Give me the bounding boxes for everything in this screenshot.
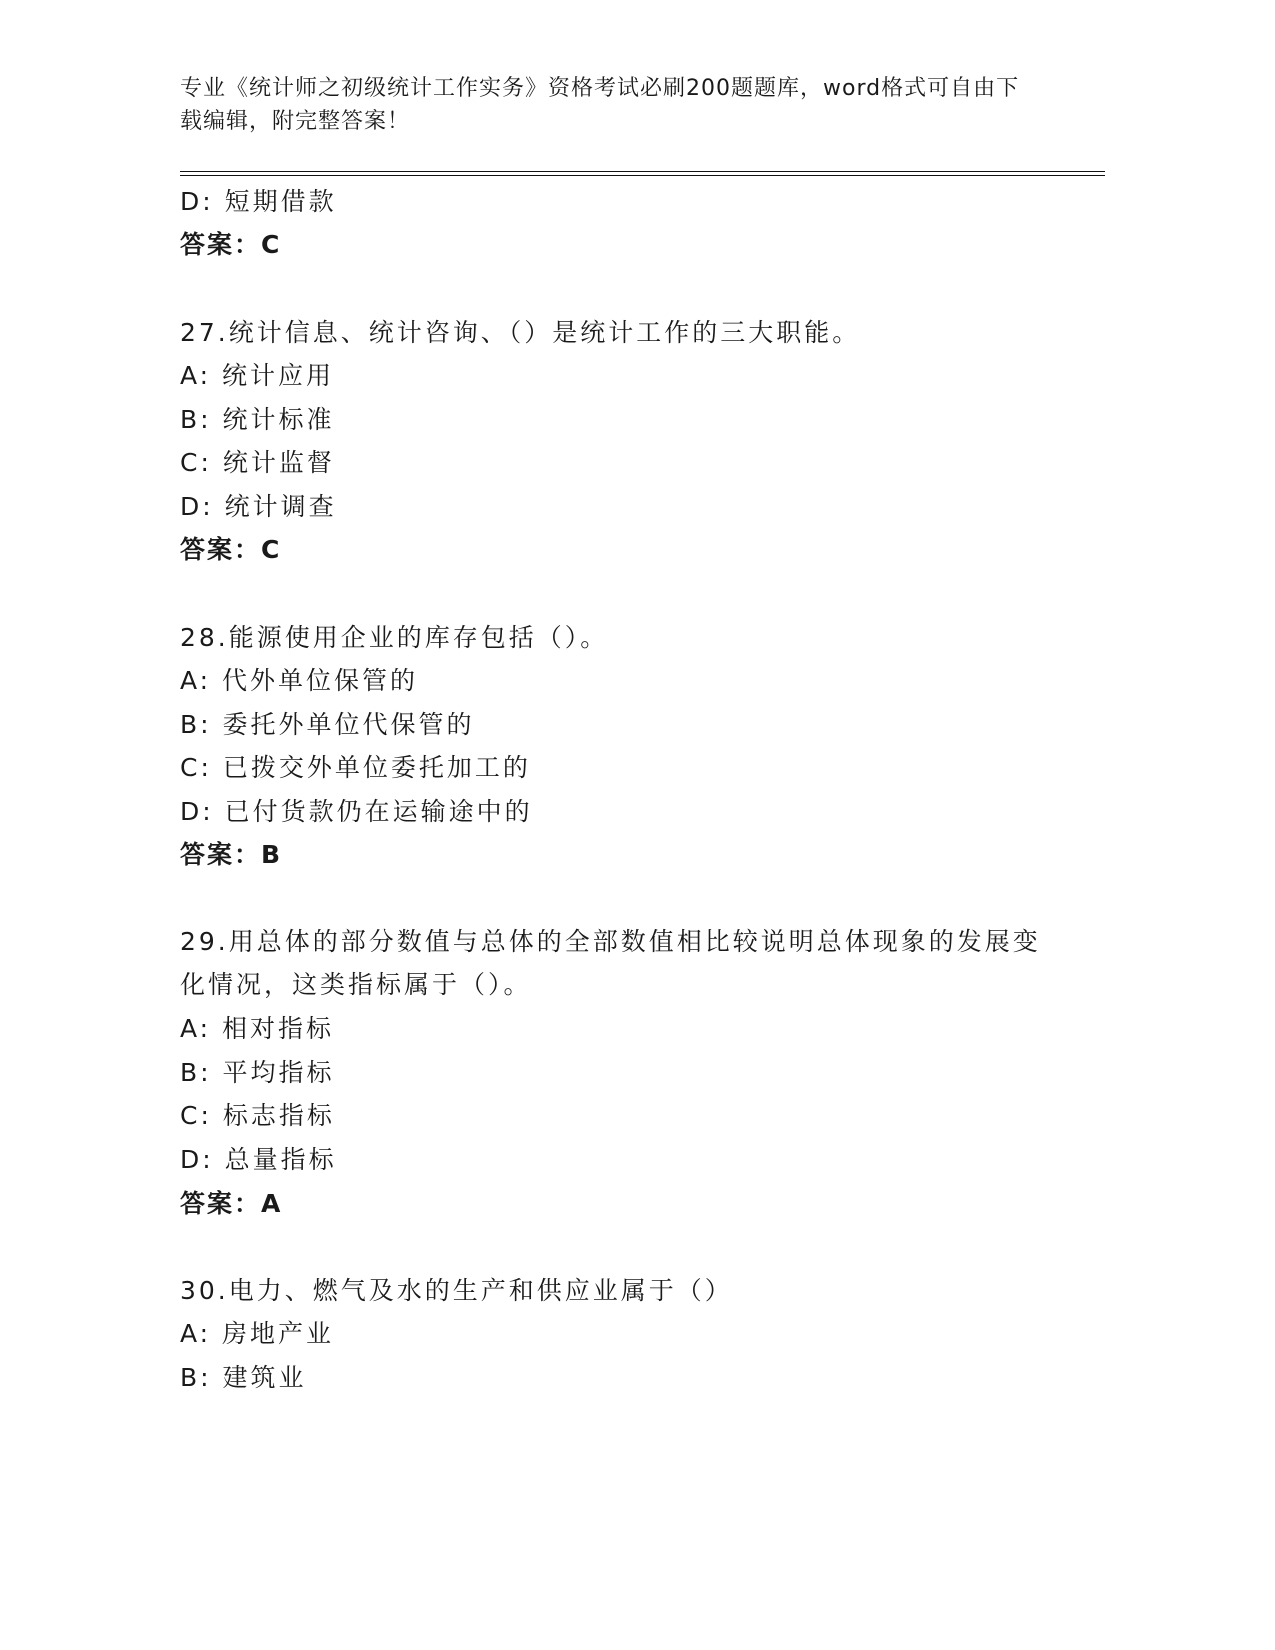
q29-question: 29.用总体的部分数值与总体的全部数值相比较说明总体现象的发展变化情况，这类指标属于（）。 xyxy=(180,927,1041,999)
q28-option-c: C: 已拨交外单位委托加工的 xyxy=(180,753,531,782)
q29-answer: 答案：A xyxy=(180,1189,283,1218)
header-divider xyxy=(180,171,1105,172)
prev-option-d: D: 短期借款 xyxy=(180,187,337,216)
q27-answer: 答案：C xyxy=(180,535,282,564)
q27-option-a: A: 统计应用 xyxy=(180,361,335,390)
document-header: 专业《统计师之初级统计工作实务》资格考试必刷200题题库，word格式可自由下载编辑，附完整答案！ xyxy=(180,76,1020,134)
q27-option-b: B: 统计标准 xyxy=(180,405,335,434)
header-divider-second xyxy=(180,175,1105,176)
q29-option-a: A: 相对指标 xyxy=(180,1014,335,1043)
q28-option-d: D: 已付货款仍在运输途中的 xyxy=(180,797,533,826)
prev-answer: 答案：C xyxy=(180,230,282,259)
q30-option-a: A: 房地产业 xyxy=(180,1319,335,1348)
q27-option-c: C: 统计监督 xyxy=(180,448,335,477)
q28-answer: 答案：B xyxy=(180,840,283,869)
q30-option-b: B: 建筑业 xyxy=(180,1363,307,1392)
q27-question: 27.统计信息、统计咨询、（）是统计工作的三大职能。 xyxy=(180,318,861,347)
q28-option-b: B: 委托外单位代保管的 xyxy=(180,710,475,739)
q28-question: 28.能源使用企业的库存包括（）。 xyxy=(180,623,609,652)
q29-option-b: B: 平均指标 xyxy=(180,1058,335,1087)
q28-option-a: A: 代外单位保管的 xyxy=(180,666,419,695)
q27-option-d: D: 统计调查 xyxy=(180,492,337,521)
q30-question: 30.电力、燃气及水的生产和供应业属于（） xyxy=(180,1276,733,1305)
q29-option-d: D: 总量指标 xyxy=(180,1145,337,1174)
q29-option-c: C: 标志指标 xyxy=(180,1101,335,1130)
